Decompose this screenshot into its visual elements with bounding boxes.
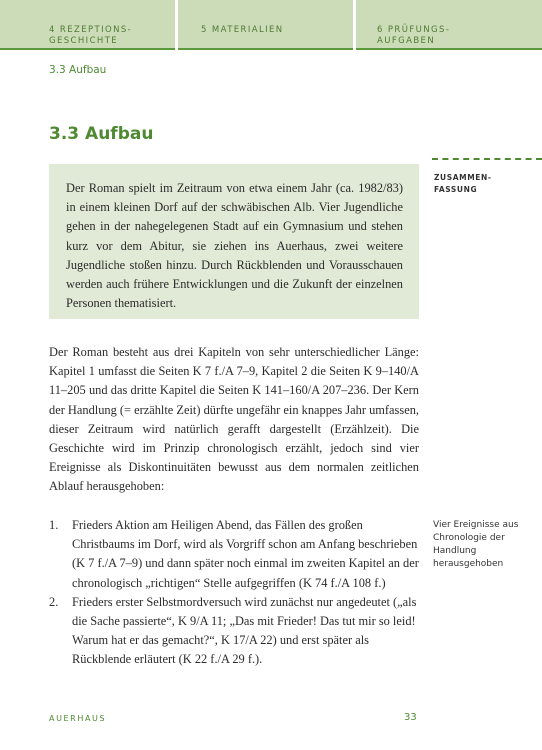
summary-sidebar-heading: ZUSAMMEN- FASSUNG (434, 173, 492, 194)
list-item-number: 1. (49, 518, 59, 532)
sidebar-divider (432, 158, 542, 160)
chapter-navigation (0, 0, 542, 48)
page-number: 33 (404, 712, 417, 723)
breadcrumb: 3.3 Aufbau (49, 64, 107, 76)
tab-label: 5 MATERIALIEN (201, 25, 284, 35)
list-item-text: Frieders erster Selbstmordversuch wird zunächst nur angedeutet („als die Sache passierte“, K 9/A 11; „Das mit Frieder! Das tut mir so leid! Warum hat er das gemacht?“, K 17/A 22) und erst später als Rückblende erläutert (K 22 f./A 29 f.). (72, 594, 417, 667)
tab-label: 6 PRÜFUNGS- AUFGABEN (377, 25, 451, 46)
summary-text: Der Roman spielt im Zeitraum von etwa einem Jahr (ca. 1982/83) in einem kleinen Dorf auf der schwäbischen Alb. Vier Jugendliche gehen in der nahegelegenen Stadt auf ein Gymnasium und stehen kurz vor dem Abitur, sie ziehen ins Auerhaus, zwei weitere Jugendliche stoßen hinzu. Durch Rückblenden und Vorausschauen werden auch frühere Entwicklungen und die Zukunft der einzelnen Personen thematisiert. (66, 181, 403, 311)
list-item-number: 2. (49, 594, 59, 609)
summary-box (49, 164, 419, 319)
body-paragraph: Der Roman besteht aus drei Kapiteln von sehr unterschiedlicher Länge: Kapitel 1 umfasst die Seiten K 7 f./A 7–9, Kapitel 2 die Seiten K 9–140/A 11–205 und das dritte Kapitel die Seiten K 141–160/A 207–236. Der Kern der Handlung (= erzählte Zeit) dürfte ungefähr ein knappes Jahr umfassen, dieser Zeitraum wird natürlich gerafft dargestellt (Erzählzeit). Die Geschichte wird im Prinzip chronologisch erzählt, jedoch sind vier Ereignisse als Diskontinuitäten bewusst aus dem normalen zeitlichen Ablauf herausgehoben: (49, 345, 419, 494)
tab-rezeptionsgeschichte[interactable] (0, 0, 175, 50)
tab-materialien[interactable] (178, 0, 353, 50)
tab-label: 4 REZEPTIONS- GESCHICHTE (49, 25, 133, 46)
margin-note: Vier Ereignisse aus Chronologie der Handlung herausgehoben (433, 520, 519, 569)
list-item-text: Frieders Aktion am Heiligen Abend, das Fällen des großen Christbaums im Dorf, wird als Vorgriff schon am Anfang beschrieben (K 7 f./A 7–9) und dann später noch einmal im zweiten Kapitel an der chronologisch „richtigen“ Stelle aufgegriffen (K 74 f./A 108 f.) (72, 518, 419, 590)
list-item (49, 593, 419, 670)
section-title: 3.3 Aufbau (49, 124, 154, 144)
list-item (49, 516, 419, 593)
events-list (49, 516, 419, 670)
tab-pruefungsaufgaben[interactable] (356, 0, 542, 50)
footer-publisher: AUERHAUS (49, 714, 107, 723)
